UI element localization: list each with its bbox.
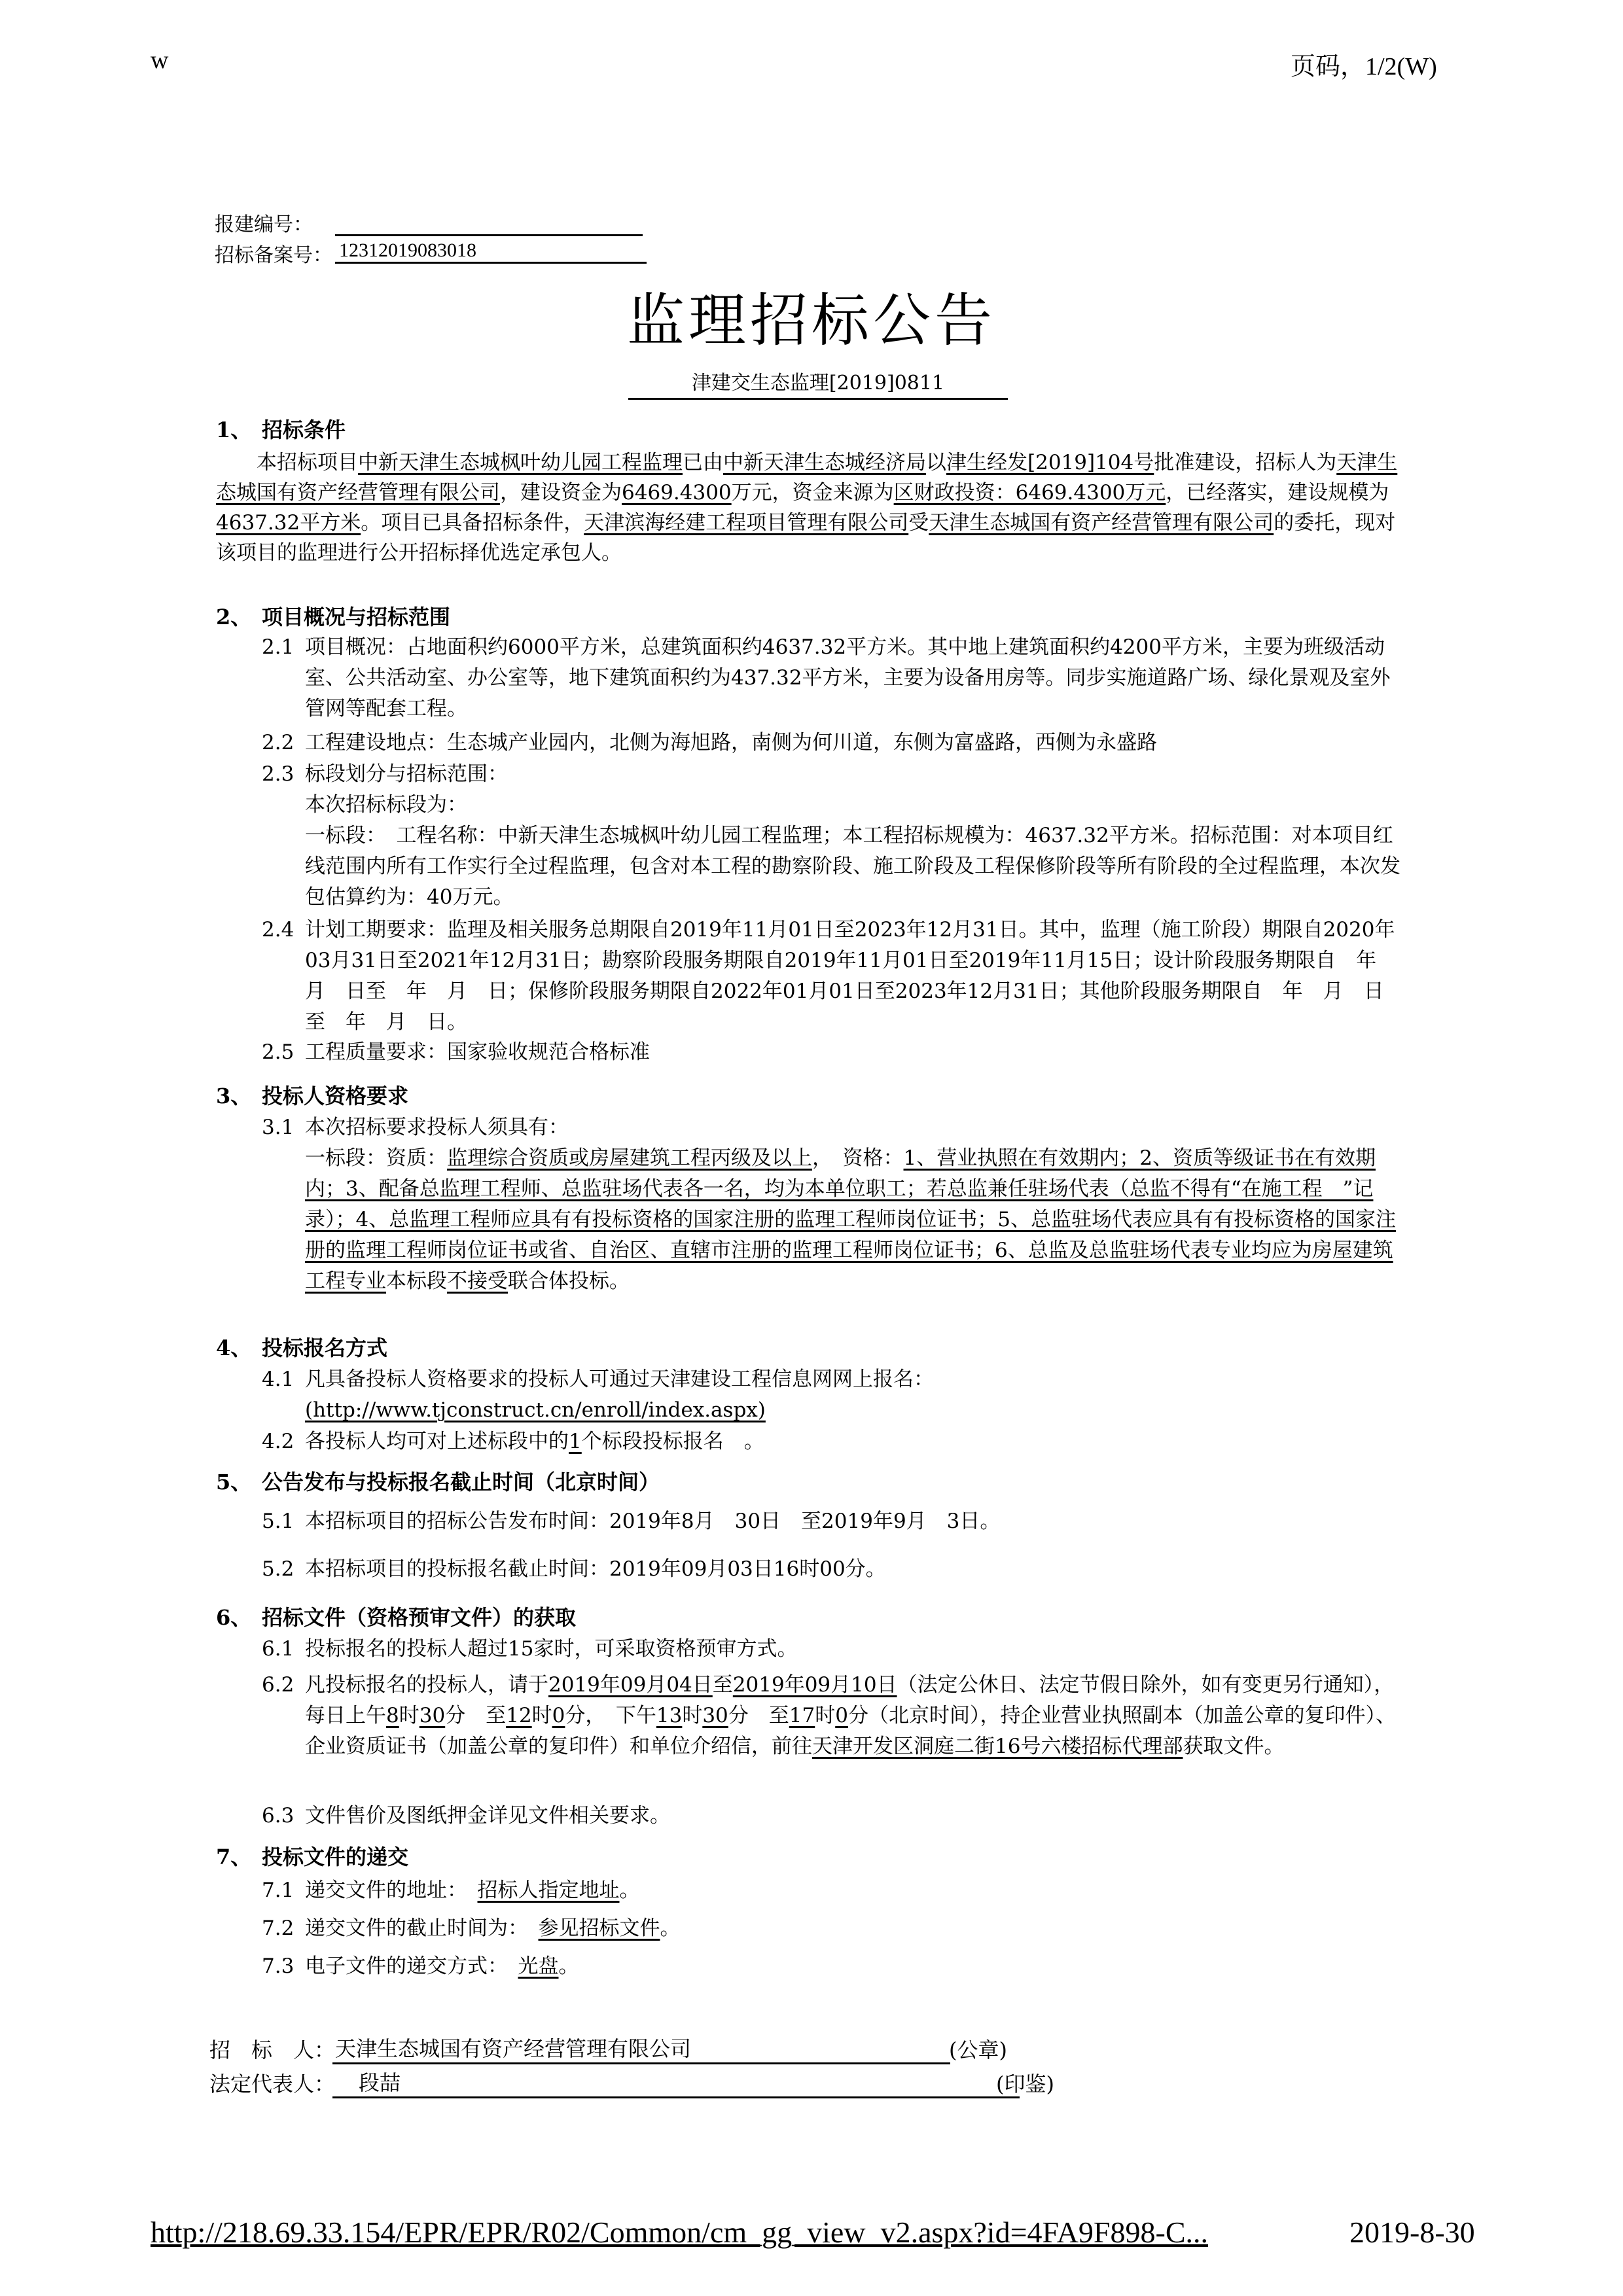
item-4-2: 4.2 各投标人均可对上述标段中的1个标段投标报名 。 <box>262 1430 764 1453</box>
print-date: 2019-8-30 <box>1349 2216 1475 2249</box>
item-6-2: 6.2 凡投标报名的投标人，请于2019年09月04日至2019年09月10日（法定公休日、法定节假日除外，如有变更另行通知），每日上午8时30分 至12时0分， 下午13时30分 至17时0分（北京时间），持企业营业执照副本（加盖公章的复印件）、企业资质证书（加盖公章的复印件）和单位介绍信，前往天津开发区洞庭二街16号六楼招标代理部获取文件。 <box>262 1673 1396 1758</box>
document-reference: 津建交生态监理[2019]0811 <box>628 366 1008 400</box>
item-6-1: 6.1 投标报名的投标人超过15家时，可采取资格预审方式。 <box>262 1637 798 1661</box>
item-5-2: 5.2 本招标项目的投标报名截止时间：2019年09月03日16时00分。 <box>262 1557 886 1581</box>
section-2-heading: 2、 项目概况与招标范围 <box>216 605 451 629</box>
stamp-note: (印鉴) <box>996 2072 1054 2096</box>
enroll-link[interactable]: (http://www.tjconstruct.cn/enroll/index.aspx) <box>305 1398 766 1422</box>
section-7-heading: 7、 投标文件的递交 <box>216 1845 409 1869</box>
item-4-1: 4.1 凡具备投标人资格要求的投标人可通过天津建设工程信息网网上报名： (http://www.tjconstruct.cn/enroll/index.aspx) <box>262 1368 934 1422</box>
section-1-heading: 1、 招标条件 <box>216 417 346 442</box>
item-2-4: 2.4 计划工期要求：监理及相关服务总期限自2019年11月01日至2023年12月31日。其中，监理（施工阶段）期限自2020年03月31日至2021年12月31日；勘察阶段服务期限自2019年11月01日至2019年11月15日；设计阶段服务期限自 年 月 日至 年 月 日；保修阶段服务期限自2022年01月01日至2023年12月31日；其他阶段服务期限自 年 月 日至 年 月 日。 <box>262 918 1397 1034</box>
section-6-heading: 6、 招标文件（资格预审文件）的获取 <box>216 1605 577 1630</box>
item-2-5: 2.5 工程质量要求：国家验收规范合格标准 <box>262 1040 650 1064</box>
item-6-3: 6.3 文件售价及图纸押金详见文件相关要求。 <box>262 1804 670 1828</box>
item-3-1: 3.1 本次招标要求投标人须具有： 一标段：资质：监理综合资质或房屋建筑工程丙级及以上， 资格：1、营业执照在有效期内；2、资质等级证书在有效期内；3、配备总监理工程师、总监驻场代表各一名，均为本单位职工；若总监兼任驻场代表（总监不得有“在施工程 ”记录）；4、总监理工程师应具有有投标资格的国家注册的监理工程师岗位证书；5、总监驻场代表应具有有投标资格的国家注册的监理工程师岗位证书或省、自治区、直辖市注册的监理工程师岗位证书；6、总监及总监驻场代表专业均应为房屋建筑工程专业本标段不接受联合体投标。 <box>262 1116 1396 1293</box>
item-2-1: 2.1 项目概况：占地面积约6000平方米，总建筑面积约4637.32平方米。其中地上建筑面积约4200平方米，主要为班级活动室、公共活动室、办公室等，地下建筑面积约为437.32平方米，主要为设备用房等。同步实施道路广场、绿化景观及室外管网等配套工程。 <box>262 635 1391 720</box>
tenderer-label: 招 标 人： <box>209 2038 336 2062</box>
record-no-value: 12312019083018 <box>335 239 647 264</box>
tenderer-value: 天津生态城国有资产经营管理有限公司 <box>332 2032 950 2064</box>
legal-rep-value: 段喆 <box>332 2066 1020 2098</box>
item-5-1: 5.1 本招标项目的招标公告发布时间：2019年8月 30日 至2019年9月 3日。 <box>262 1510 1001 1533</box>
build-no-field <box>335 234 643 236</box>
item-7-2: 7.2 递交文件的截止时间为： 参见招标文件。 <box>262 1916 681 1940</box>
legal-rep-label: 法定代表人： <box>209 2072 336 2096</box>
item-7-1: 7.1 递交文件的地址： 招标人指定地址。 <box>262 1879 640 1902</box>
page-title: 监理招标公告 <box>626 287 996 354</box>
page-mark: w <box>151 46 169 74</box>
item-2-3: 2.3 标段划分与招标范围： 本次招标标段为： 一标段： 工程名称：中新天津生态城枫叶幼儿园工程监理；本工程招标规模为：4637.32平方米。招标范围：对本项目红线范围内所有工作实行全过程监理，包含对本工程的勘察阶段、施工阶段及工程保修阶段等所有阶段的全过程监理，本次发包估算约为：40万元。 <box>262 762 1400 909</box>
seal-note: (公章) <box>949 2038 1007 2062</box>
page-number: 页码，1/2(W) <box>1291 53 1437 80</box>
section-5-heading: 5、 公告发布与投标报名截止时间（北京时间） <box>216 1470 660 1494</box>
item-2-2: 2.2 工程建设地点：生态城产业园内，北侧为海旭路，南侧为何川道，东侧为富盛路，西侧为永盛路 <box>262 731 1157 754</box>
section-1-body: 本招标项目中新天津生态城枫叶幼儿园工程监理已由中新天津生态城经济局以津生经发[2019]104号批准建设，招标人为天津生态城国有资产经营管理有限公司，建设资金为6469.4300万元，资金来源为区财政投资：6469.4300万元，已经落实，建设规模为4637.32平方米。项目已具备招标条件，天津滨海经建工程项目管理有限公司受天津生态城国有资产经营管理有限公司的委托，现对该项目的监理进行公开招标择优选定承包人。 <box>216 451 1398 565</box>
section-4-heading: 4、 投标报名方式 <box>216 1335 388 1360</box>
source-url[interactable]: http://218.69.33.154/EPR/EPR/R02/Common/cm_gg_view_v2.aspx?id=4FA9F898-C... <box>151 2216 1208 2249</box>
record-no-label: 招标备案号： <box>215 244 332 267</box>
build-no-label: 报建编号： <box>215 213 313 236</box>
section-3-heading: 3、 投标人资格要求 <box>216 1084 409 1108</box>
item-7-3: 7.3 电子文件的递交方式： 光盘。 <box>262 1954 579 1978</box>
